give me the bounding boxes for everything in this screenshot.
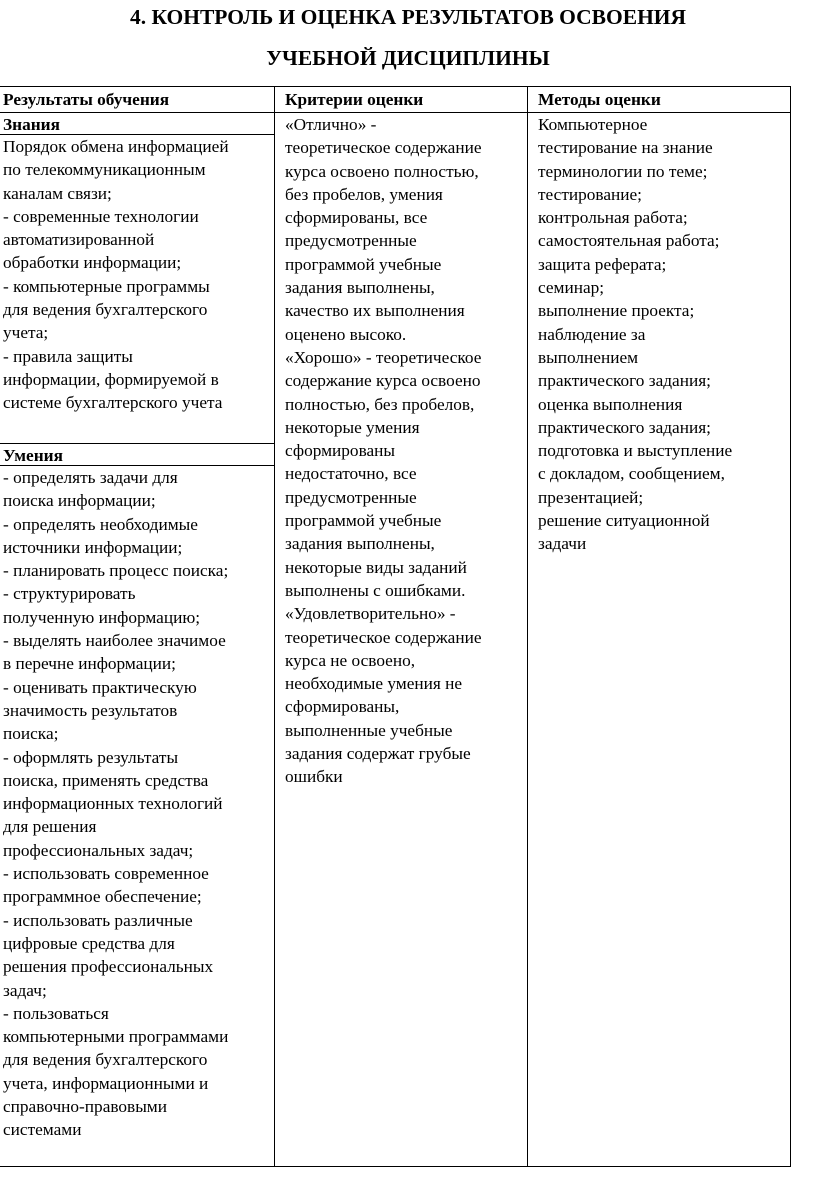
skills-heading: Умения	[0, 444, 274, 466]
methods-text: Компьютерное тестирование на знание терминологии по теме; тестирование; контрольная работа; самостоятельная работа; защита реферата; семинар; выполнение проекта; наблюдение за выполнением практического задания; оценка выполнения практического задания; подготовка и выступление с докладом, сообщением, презентацией; решение ситуационной задачи	[538, 115, 733, 554]
skills-section	[0, 443, 274, 1142]
table-header-row	[0, 87, 791, 113]
knowledge-section	[3, 113, 274, 443]
knowledge-text: Порядок обмена информацией по телекоммуникационным каналам связи; - современные технологии автоматизированной обработки информации; - компьютерные программы для ведения бухгалтерского учета; - правила защиты информации, формируемой в системе бухгалтерского учета	[3, 137, 229, 413]
criteria-text: «Отлично» - теоретическое содержание курса освоено полностью, без пробелов, умения сформированы, все предусмотренные программой учебные задания выполнены, качество их выполнения оценено высоко. «Хорошо» - теоретическое содержание курса освоено полностью, без пробелов, некоторые умения сформированы недостаточно, все предусмотренные программой учебные задания выполнены, некоторые виды заданий выполнены с ошибками. «Удовлетворительно» - теоретическое содержание курса не освоено, необходимые умения не сформированы, выполненные учебные задания содержат грубые ошибки	[285, 115, 482, 787]
assessment-criteria-cell	[275, 113, 528, 1167]
header-learning-results: Результаты обучения	[0, 87, 275, 113]
skills-text: - определять задачи для поиска информации; - определять необходимые источники информации; - планировать процесс поиска; - структурировать полученную информацию; - выделять наиболее значимое в перечне информации; - оценивать практическую значимость результатов поиска; - оформлять результаты поиска, применять средства информационных технологий для решения профессиональных задач; - использовать современное программное обеспечение; - использовать различные цифровые средства для решения профессиональных задач; - пользоваться компьютерными программами для ведения бухгалтерского учета, информационными и справочно-правовыми системами	[3, 468, 229, 1140]
page-title-line-1: 4. КОНТРОЛЬ И ОЦЕНКА РЕЗУЛЬТАТОВ ОСВОЕНИЯ	[129, 5, 687, 29]
header-assessment-criteria: Критерии оценки	[275, 87, 528, 113]
header-assessment-methods: Методы оценки	[528, 87, 791, 113]
learning-results-cell	[0, 113, 275, 1167]
assessment-table	[0, 86, 791, 1167]
knowledge-heading: Знания	[0, 113, 274, 135]
assessment-methods-cell	[528, 113, 791, 1167]
page-title-line-2: УЧЕБНОЙ ДИСЦИПЛИНЫ	[266, 46, 550, 70]
table-row	[0, 113, 791, 1167]
